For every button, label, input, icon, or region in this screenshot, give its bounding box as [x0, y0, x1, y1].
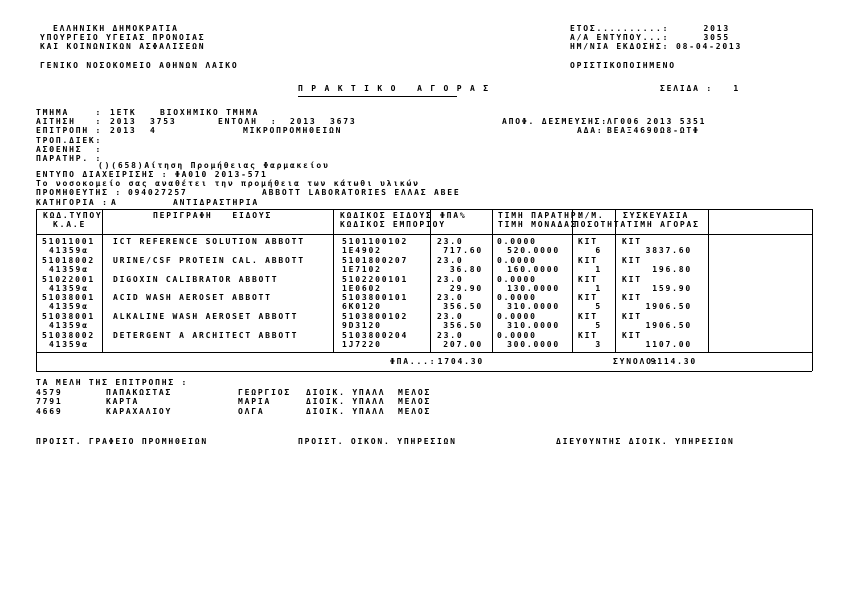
member-firstname: ΜΑΡΙΑ	[238, 397, 272, 406]
member-role: ΔΙΟΙΚ. ΥΠΑΛΛ	[306, 388, 386, 397]
delivery-mode-label: ΤΡΟΠ.ΔΙΕΚ:	[36, 136, 103, 145]
col-header-unit-price: ΤΙΜΗ ΜΟΝΑΔΑΣ	[498, 220, 578, 229]
supplier-name: ABBOTT LABORATORIES ΕΛΛΑΣ ΑΒΕΕ	[262, 188, 461, 197]
member-code: 7791	[36, 397, 63, 406]
item-code: 5103800102	[342, 312, 409, 321]
item-package: KIT	[622, 237, 642, 246]
supplier-vat: 094027257	[128, 188, 188, 197]
title-underline	[298, 96, 457, 97]
item-package: KIT	[622, 293, 642, 302]
item-kae: 41359α	[49, 340, 89, 350]
item-commercial-code: 1E7102	[342, 265, 382, 275]
table-border-bottom	[36, 371, 812, 372]
member-capacity: ΜΕΛΟΣ	[398, 397, 432, 406]
item-unit: KIT	[578, 293, 598, 302]
item-package: KIT	[622, 312, 642, 321]
col-header-kae: Κ.Α.Ε	[53, 220, 87, 229]
item-package: KIT	[622, 275, 642, 284]
doc-no-value: 3055	[703, 33, 730, 42]
item-kae: 41359α	[49, 321, 89, 331]
item-type-code: 51038002	[42, 331, 95, 340]
committee-member-row	[0, 397, 842, 407]
committee-member-row	[0, 407, 842, 417]
committee-type: ΜΙΚΡΟΠΡΟΜΗΘΕΙΩΝ	[243, 126, 343, 135]
item-code: 5101100102	[342, 237, 409, 246]
item-observed-price: 0.0000	[497, 275, 537, 284]
item-vat-amount: 356.50	[443, 302, 483, 312]
item-observed-price: 0.0000	[497, 312, 537, 321]
management-form-label: ΕΝΤΥΠΟ ΔΙΑΧΕΙΡΙΣΗΣ :	[36, 170, 169, 179]
ada-value: ΒΕΑΞ4690Ω8-ΩΤΦ	[607, 126, 700, 135]
item-kae: 41359α	[49, 284, 89, 294]
item-vat-pct: 23.0	[437, 331, 464, 340]
committee-members-title: ΤΑ ΜΕΛΗ ΤΗΣ ΕΠΙΤΡΟΠΗΣ :	[36, 378, 189, 387]
item-vat-amount: 29.90	[449, 284, 483, 294]
item-quantity: 5	[595, 302, 602, 312]
member-firstname: ΟΛΓΑ	[238, 407, 265, 416]
item-unit: KIT	[578, 312, 598, 321]
item-type-code: 51022001	[42, 275, 95, 284]
item-observed-price: 0.0000	[497, 331, 537, 340]
item-code: 5101800207	[342, 256, 409, 265]
signature-procurement-office: ΠΡΟΙΣΤ. ΓΡΑΦΕΙΟ ΠΡΟΜΗΘΕΙΩΝ	[36, 437, 209, 446]
item-vat-amount: 207.00	[443, 340, 483, 350]
request-number: 3753	[150, 117, 177, 126]
item-type-code: 51038001	[42, 312, 95, 321]
member-surname: ΠΑΠΑΚΩΣΤΑΣ	[106, 388, 173, 397]
col-header-purchase-price: ΤΙΜΗ ΑΓΟΡΑΣ	[627, 220, 700, 229]
item-description: DIGOXIN CALIBRATOR ABBOTT	[113, 275, 279, 284]
item-unit-price: 130.0000	[507, 284, 560, 294]
member-code: 4579	[36, 388, 63, 397]
table-border-top	[36, 209, 812, 210]
signature-admin-director: ΔΙΕΥΘΥΝΤΗΣ ΔΙΟΙΚ. ΥΠΗΡΕΣΙΩΝ	[556, 437, 735, 446]
item-description: DETERGENT A ARCHITECT ABBOTT	[113, 331, 299, 340]
item-unit-price: 310.0000	[507, 321, 560, 331]
item-type-code: 51011001	[42, 237, 95, 246]
item-kae: 41359α	[49, 246, 89, 256]
col-header-unit: Μ/Μ.	[578, 211, 605, 220]
item-unit: KIT	[578, 256, 598, 265]
item-vat-pct: 23.0	[437, 275, 464, 284]
item-total: 1906.50	[645, 321, 692, 331]
item-type-code: 51038001	[42, 293, 95, 302]
page-title: Π Ρ Α Κ Τ Ι Κ Ο Α Γ Ο Ρ Α Σ	[298, 84, 490, 93]
committee-label: ΕΠΙΤΡΟΠΗ :	[36, 126, 103, 135]
item-quantity: 6	[595, 246, 602, 256]
remarks-note: ()(658)Αίτηση Προμήθειας Φαρμακείου	[98, 161, 330, 170]
request-label: ΑΙΤΗΣΗ :	[36, 117, 103, 126]
member-firstname: ΓΕΩΡΓΙΟΣ	[238, 388, 291, 397]
member-role: ΔΙΟΙΚ. ΥΠΑΛΛ	[306, 397, 386, 406]
doc-no-label: Α/Α ΕΝΤΥΠΟΥ...:	[570, 33, 670, 42]
item-package: KIT	[622, 331, 642, 340]
remarks-label: ΠΑΡΑΤΗΡ. :	[36, 154, 103, 163]
item-observed-price: 0.0000	[497, 237, 537, 246]
page-number-label: ΣΕΛΙΔΑ :	[660, 84, 713, 93]
item-type-code: 51018002	[42, 256, 95, 265]
item-vat-amount: 36.80	[449, 265, 483, 275]
item-description: ALKALINE WASH AEROSET ABBOTT	[113, 312, 299, 321]
category-code: Α	[111, 198, 118, 207]
table-row	[36, 293, 812, 312]
table-row	[36, 237, 812, 256]
committee-year: 2013	[110, 126, 137, 135]
item-total: 1107.00	[645, 340, 692, 350]
col-header-quantity: ΠΟΣΟΤΗΤΑ	[574, 220, 627, 229]
table-row	[36, 256, 812, 275]
col-header-type-code: ΚΩΔ.ΤΥΠΟΥ	[43, 211, 103, 220]
request-year: 2013	[110, 117, 137, 126]
col-header-description: ΠΕΡΙΓΡΑΦΗ ΕΙΔΟΥΣ	[153, 211, 273, 220]
page-number-value: 1	[733, 84, 740, 93]
item-code: 5103800204	[342, 331, 409, 340]
item-unit: KIT	[578, 331, 598, 340]
org-line-3: ΚΑΙ ΚΟΙΝΩΝΙΚΩΝ ΑΣΦΑΛΙΣΕΩΝ	[40, 42, 206, 51]
grand-total-label: ΣΥΝΟΛΟ:	[613, 357, 660, 366]
col-header-observed-price: ΤΙΜΗ ΠΑΡΑΤΗΡ.	[498, 211, 585, 220]
col-header-commercial-code: ΚΩΔΙΚΟΣ ΕΜΠΟΡΙΟΥ	[340, 220, 446, 229]
item-description: ICT REFERENCE SOLUTION ABBOTT	[113, 237, 305, 246]
item-code: 5103800101	[342, 293, 409, 302]
issue-date-label: ΗΜ/ΝΙΑ ΕΚΔΟΣΗΣ:	[570, 42, 670, 51]
item-quantity: 5	[595, 321, 602, 331]
item-description: URINE/CSF PROTEIN CAL. ABBOTT	[113, 256, 305, 265]
item-unit-price: 520.0000	[507, 246, 560, 256]
member-capacity: ΜΕΛΟΣ	[398, 407, 432, 416]
item-commercial-code: 1J7220	[342, 340, 382, 350]
item-total: 1906.50	[645, 302, 692, 312]
table-row	[36, 331, 812, 350]
item-vat-pct: 23.0	[437, 237, 464, 246]
member-surname: ΚΑΡΤΑ	[106, 397, 140, 406]
order-label: ΕΝΤΟΛΗ :	[218, 117, 278, 126]
vat-total-label: ΦΠΑ...:	[390, 357, 437, 366]
vat-total-value: 1704.30	[437, 357, 484, 366]
patient-label: ΑΣΘΕΝΗΣ :	[36, 145, 103, 154]
item-commercial-code: 1E0602	[342, 284, 382, 294]
issue-date-value: 08-04-2013	[676, 42, 743, 51]
table-row	[36, 275, 812, 294]
item-vat-amount: 356.50	[443, 321, 483, 331]
committee-number: 4	[150, 126, 157, 135]
order-year: 2013	[290, 117, 317, 126]
management-form-value: ΦΑ010 2013-571	[175, 170, 268, 179]
table-row	[36, 312, 812, 331]
item-unit: KIT	[578, 275, 598, 284]
table-border-header	[36, 234, 812, 235]
status-finalized: ΟΡΙΣΤΙΚΟΠΟΙΗΜΕΝΟ	[570, 61, 676, 70]
item-unit: KIT	[578, 237, 598, 246]
item-quantity: 1	[595, 284, 602, 294]
table-border-right	[812, 209, 813, 371]
year-label: ΕΤΟΣ..........:	[570, 24, 670, 33]
item-vat-pct: 23.0	[437, 256, 464, 265]
item-quantity: 1	[595, 265, 602, 275]
member-code: 4669	[36, 407, 63, 416]
item-quantity: 3	[595, 340, 602, 350]
item-total: 159.90	[652, 284, 692, 294]
commitment-decision-label: ΑΠΟΦ. ΔΕΣΜΕΥΣΗΣ:	[502, 117, 608, 126]
org-line-1: ΕΛΛΗΝΙΚΗ ΔΗΜΟΚΡΑΤΙΑ	[53, 24, 179, 33]
category-label: ΚΑΤΗΓΟΡΙΑ :	[36, 198, 109, 207]
item-kae: 41359α	[49, 302, 89, 312]
assignment-note: Το νοσοκομείο σας αναθέτει την προμήθεια των κάτωθι υλικών	[36, 179, 420, 188]
member-surname: ΚΑΡΑΧΑΛΙΟΥ	[106, 407, 173, 416]
hospital-name: ΓΕΝΙΚΟ ΝΟΣΟΚΟΜΕΙΟ ΑΘΗΝΩΝ ΛΑΙΚΟ	[40, 61, 239, 70]
table-border-body	[36, 352, 812, 353]
order-number: 3673	[330, 117, 357, 126]
member-role: ΔΙΟΙΚ. ΥΠΑΛΛ	[306, 407, 386, 416]
item-observed-price: 0.0000	[497, 256, 537, 265]
supplier-label: ΠΡΟΜΗΘΕΥΤΗΣ :	[36, 188, 123, 197]
item-code: 5102200101	[342, 275, 409, 284]
department-code: 1ΕΤΚ	[110, 108, 137, 117]
signature-financial-services: ΠΡΟΙΣΤ. ΟΙΚΟΝ. ΥΠΗΡΕΣΙΩΝ	[298, 437, 457, 446]
ada-label: ΑΔΑ:	[577, 126, 604, 135]
item-kae: 41359α	[49, 265, 89, 275]
col-header-item-code: ΚΩΔΙΚΟΣ ΕΙΔΟΥΣ	[340, 211, 433, 220]
item-vat-amount: 717.60	[443, 246, 483, 256]
item-unit-price: 300.0000	[507, 340, 560, 350]
item-unit-price: 160.0000	[507, 265, 560, 275]
item-description: ACID WASH AEROSET ABBOTT	[113, 293, 272, 302]
item-vat-pct: 23.0	[437, 312, 464, 321]
grand-total-value: 9114.30	[650, 357, 697, 366]
item-vat-pct: 23.0	[437, 293, 464, 302]
item-commercial-code: 1E4902	[342, 246, 382, 256]
item-package: KIT	[622, 256, 642, 265]
item-unit-price: 310.0000	[507, 302, 560, 312]
item-total: 196.80	[652, 265, 692, 275]
col-header-package: ΣΥΣΚΕΥΑΣΙΑ	[623, 211, 690, 220]
year-value: 2013	[703, 24, 730, 33]
department-label: ΤΜΗΜΑ :	[36, 108, 103, 117]
col-header-vat: ΦΠΑ%	[440, 211, 467, 220]
item-commercial-code: 9D3120	[342, 321, 382, 331]
department-name: ΒΙΟΧΗΜΙΚΟ ΤΜΗΜΑ	[160, 108, 260, 117]
member-capacity: ΜΕΛΟΣ	[398, 388, 432, 397]
item-observed-price: 0.0000	[497, 293, 537, 302]
item-commercial-code: 6K0120	[342, 302, 382, 312]
org-line-2: ΥΠΟΥΡΓΕΙΟ ΥΓΕΙΑΣ ΠΡΟΝΟΙΑΣ	[40, 33, 206, 42]
commitment-decision-value: ΛΓ006 2013 5351	[607, 117, 707, 126]
item-total: 3837.60	[645, 246, 692, 256]
category-name: ΑΝΤΙΔΡΑΣΤΗΡΙΑ	[173, 198, 260, 207]
